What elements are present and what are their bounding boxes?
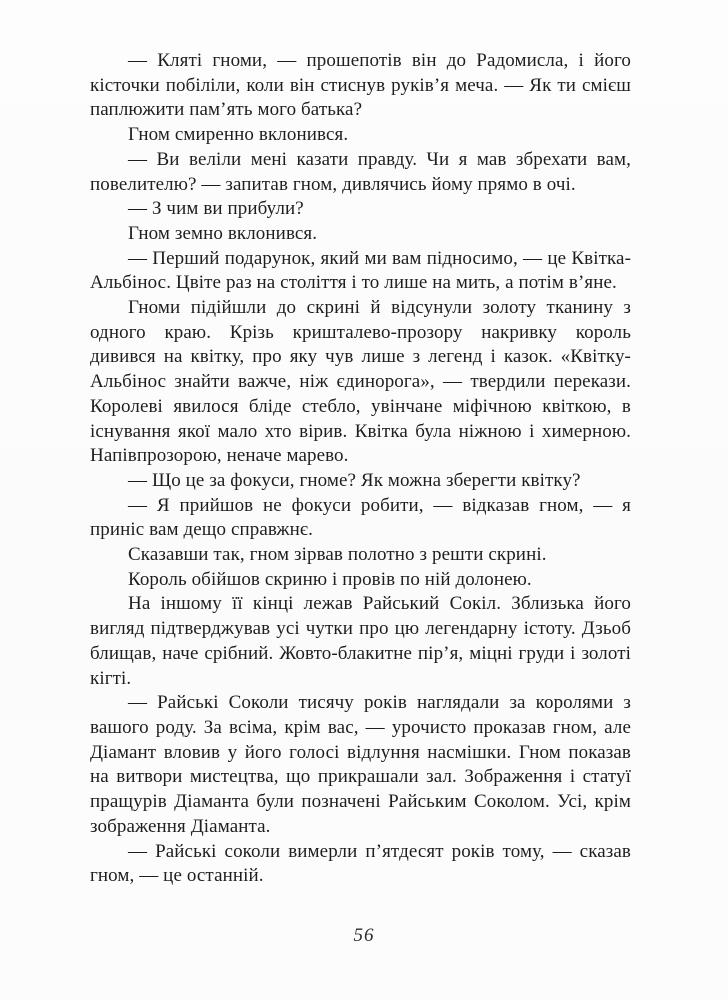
paragraph: На іншому її кінці лежав Райський Сокіл. Зблизька його вигляд підтверджував усі чутки про цю легендарну істоту. Дзьоб блищав, наче срібний. Жовто-блакитне пір’я, міцні груди і золоті кігті. [90,593,631,689]
paragraph: Гном земно вклонився. [128,222,318,244]
paragraph: Гном смиренно вклонився. [128,124,349,146]
paragraph: — Перший подарунок, який ми вам підносимо, — це Квітка-Альбінос. Цвіте раз на століття і то лише на мить, а потім в’яне. [90,247,631,294]
paragraph: Гноми підійшли до скрині й відсунули золоту тканину з одного краю. Крізь кришталево-прозору накривку король дивився на квітку, про яку чув лише з легенд і казок. «Квітку-Альбінос знайти важче, ніж єдинорога», — твердили перекази. Королеві явилося бліде стебло, увінчане міфічною квіткою, в існування якої мало хто вірив. Квітка була ніжною і химерною. Напівпрозорою, неначе марево. [90,297,631,467]
paragraph: — Що це за фокуси, гноме? Як можна зберегти квітку? [128,469,581,491]
paragraph: — Райські соколи вимерли п’ятдесят років тому, — сказав гном, — це останній. [90,840,631,887]
paragraph: Сказавши так, гном зірвав полотно з решти скрині. [128,544,547,566]
paragraph: — Я прийшов не фокуси робити, — відказав гном, — я приніс вам дещо справжнє. [90,494,631,541]
paragraph: — Райські Соколи тисячу років наглядали за королями з вашого роду. За всіма, крім вас, — урочисто проказав гном, але Діамант вловив у його голосі відлуння насмішки. Гном показав на витвори мистецтва, що прикрашали зал. Зображення і статуї пращурів Діаманта були позначені Райським Соколом. Усі, крім зображення Діаманта. [90,692,631,837]
paragraph: Король обійшов скриню і провів по ній долонею. [128,568,532,590]
page-text [90,49,631,889]
paragraph: — Кляті гноми, — прошепотів він до Радомисла, і його кісточки побіліли, коли він стиснув руків’я меча. — Як ти смієш паплюжити пам’ять мого батька? [90,50,631,121]
paragraph: — З чим ви прибули? [128,198,304,220]
paragraph: — Ви веліли мені казати правду. Чи я мав збрехати вам, повелителю? — запитав гном, дивлячись йому прямо в очі. [90,148,631,195]
page-number: 56 [353,925,375,946]
